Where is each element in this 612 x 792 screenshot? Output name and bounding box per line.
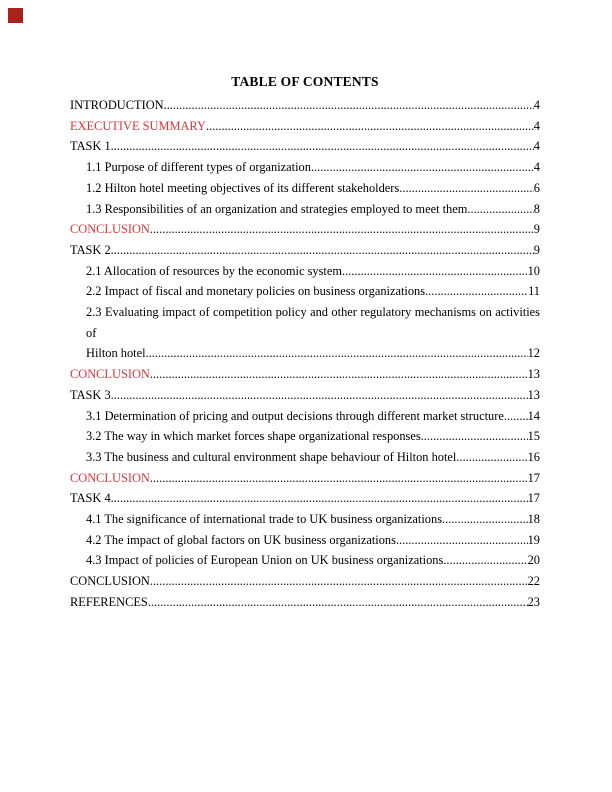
toc-dot-leader bbox=[443, 550, 527, 571]
toc-dot-leader bbox=[504, 406, 528, 427]
toc-entry-label[interactable]: Hilton hotel bbox=[86, 346, 146, 361]
toc-dot-leader bbox=[146, 343, 528, 364]
toc-entry-label[interactable]: 4.2 The impact of global factors on UK business organizations bbox=[86, 532, 396, 547]
toc-entry bbox=[70, 509, 540, 530]
toc-entry-page: 18 bbox=[527, 512, 540, 527]
toc-entry bbox=[70, 406, 540, 427]
toc-entry-page: 6 bbox=[533, 180, 540, 195]
toc-entry-label[interactable]: REFERENCES bbox=[70, 594, 148, 609]
toc-entry-label[interactable]: CONCLUSION bbox=[70, 367, 150, 382]
toc-entry-label[interactable]: CONCLUSION bbox=[70, 470, 150, 485]
toc-entry-label[interactable]: INTRODUCTION bbox=[70, 98, 164, 112]
toc-dot-leader bbox=[111, 385, 528, 406]
toc-dot-leader bbox=[111, 240, 534, 261]
toc-dot-leader bbox=[206, 116, 534, 137]
toc-entry-label[interactable]: 2.2 Impact of fiscal and monetary policies on business organizations bbox=[86, 284, 426, 299]
toc-entry-label[interactable]: TASK 1 bbox=[70, 139, 111, 154]
toc-entry bbox=[70, 219, 540, 240]
toc-entry bbox=[70, 488, 540, 509]
toc-dot-leader bbox=[442, 509, 528, 530]
toc-entry-page: 10 bbox=[527, 263, 540, 278]
toc-entry-page: 17 bbox=[527, 470, 540, 485]
toc-entry-page: 4 bbox=[533, 98, 540, 112]
toc-dot-leader bbox=[342, 261, 528, 282]
toc-dot-leader bbox=[164, 95, 534, 116]
toc-entry-page: 8 bbox=[533, 201, 540, 216]
toc-entry bbox=[70, 592, 540, 613]
toc-entry-page: 11 bbox=[528, 284, 540, 299]
toc-entry bbox=[70, 385, 540, 406]
toc-dot-leader bbox=[148, 592, 528, 613]
toc-entry bbox=[70, 240, 540, 261]
toc-entry-page: 16 bbox=[527, 449, 540, 464]
toc-dot-leader bbox=[311, 157, 534, 178]
toc-entry bbox=[70, 550, 540, 571]
toc-dot-leader bbox=[111, 136, 534, 157]
toc-entry-page: 4 bbox=[533, 118, 540, 133]
toc-entry bbox=[70, 530, 540, 551]
toc-entry-label[interactable]: 1.3 Responsibilities of an organization and strategies employed to meet them bbox=[86, 201, 468, 216]
toc-dot-leader bbox=[396, 530, 528, 551]
toc-entry bbox=[70, 281, 540, 302]
toc-entry-label[interactable]: CONCLUSION bbox=[70, 222, 150, 237]
toc-entry bbox=[70, 571, 540, 592]
toc-entry-page: 4 bbox=[533, 139, 540, 154]
toc-entry-page: 20 bbox=[527, 553, 540, 568]
toc-title: TABLE OF CONTENTS bbox=[231, 74, 379, 89]
toc-entry-label[interactable]: 4.1 The significance of international trade to UK business organizations bbox=[86, 512, 443, 527]
toc-entry-label[interactable]: 3.1 Determination of pricing and output decisions through different market structure bbox=[86, 408, 504, 423]
toc-list bbox=[70, 95, 540, 613]
toc-entry-page: 9 bbox=[533, 242, 540, 257]
toc-dot-leader bbox=[150, 468, 528, 489]
toc-dot-leader bbox=[150, 364, 528, 385]
toc-entry bbox=[70, 364, 540, 385]
toc-entry-page: 14 bbox=[527, 408, 540, 423]
toc-entry-page: 9 bbox=[533, 222, 540, 237]
toc-entry bbox=[70, 343, 540, 364]
toc-entry bbox=[70, 468, 540, 489]
toc-entry-label[interactable]: TASK 4 bbox=[70, 491, 111, 506]
toc-entry-page: 15 bbox=[527, 429, 540, 444]
toc-entry-page: 17 bbox=[527, 491, 540, 506]
toc-entry bbox=[70, 136, 540, 157]
toc-dot-leader bbox=[150, 219, 534, 240]
toc-entry-line[interactable]: 2.3 Evaluating impact of competition policy and other regulatory mechanisms on activities of bbox=[86, 305, 540, 340]
toc-entry-page: 22 bbox=[527, 574, 540, 589]
toc-entry-page: 13 bbox=[527, 367, 540, 382]
toc-entry bbox=[70, 95, 540, 116]
toc-entry-label[interactable]: 1.1 Purpose of different types of organization bbox=[86, 160, 311, 175]
toc-entry bbox=[70, 426, 540, 447]
toc-entry-page: 4 bbox=[533, 160, 540, 175]
toc-entry-label[interactable]: TASK 2 bbox=[70, 242, 111, 257]
toc-entry-label[interactable]: 2.1 Allocation of resources by the economic system bbox=[86, 263, 343, 278]
toc-dot-leader bbox=[456, 447, 527, 468]
toc-entry-page: 23 bbox=[527, 594, 540, 609]
toc-entry-label[interactable]: 4.3 Impact of policies of European Union on UK business organizations bbox=[86, 553, 444, 568]
toc-entry-label[interactable]: 1.2 Hilton hotel meeting objectives of its different stakeholders bbox=[86, 180, 400, 195]
toc-entry bbox=[70, 116, 540, 137]
toc-entry bbox=[70, 261, 540, 282]
corner-marker bbox=[8, 8, 23, 23]
toc-entry-label[interactable]: CONCLUSION bbox=[70, 574, 150, 589]
toc-entry bbox=[70, 199, 540, 220]
toc-entry-page: 19 bbox=[527, 532, 540, 547]
toc-content bbox=[70, 72, 540, 613]
toc-entry-page: 13 bbox=[527, 387, 540, 402]
toc-entry-page: 12 bbox=[527, 346, 540, 361]
toc-dot-leader bbox=[399, 178, 534, 199]
toc-dot-leader bbox=[467, 199, 533, 220]
toc-dot-leader bbox=[421, 426, 528, 447]
toc-entry bbox=[70, 178, 540, 199]
toc-entry bbox=[70, 157, 540, 178]
toc-entry bbox=[70, 447, 540, 468]
toc-entry-label[interactable]: EXECUTIVE SUMMARY bbox=[70, 118, 206, 133]
toc-dot-leader bbox=[111, 488, 528, 509]
toc-entry-label[interactable]: 3.3 The business and cultural environment shape behaviour of Hilton hotel bbox=[86, 449, 457, 464]
toc-entry-label[interactable]: TASK 3 bbox=[70, 387, 111, 402]
toc-entry-label[interactable]: 3.2 The way in which market forces shape organizational responses bbox=[86, 429, 421, 444]
toc-dot-leader bbox=[150, 571, 528, 592]
toc-dot-leader bbox=[425, 281, 528, 302]
